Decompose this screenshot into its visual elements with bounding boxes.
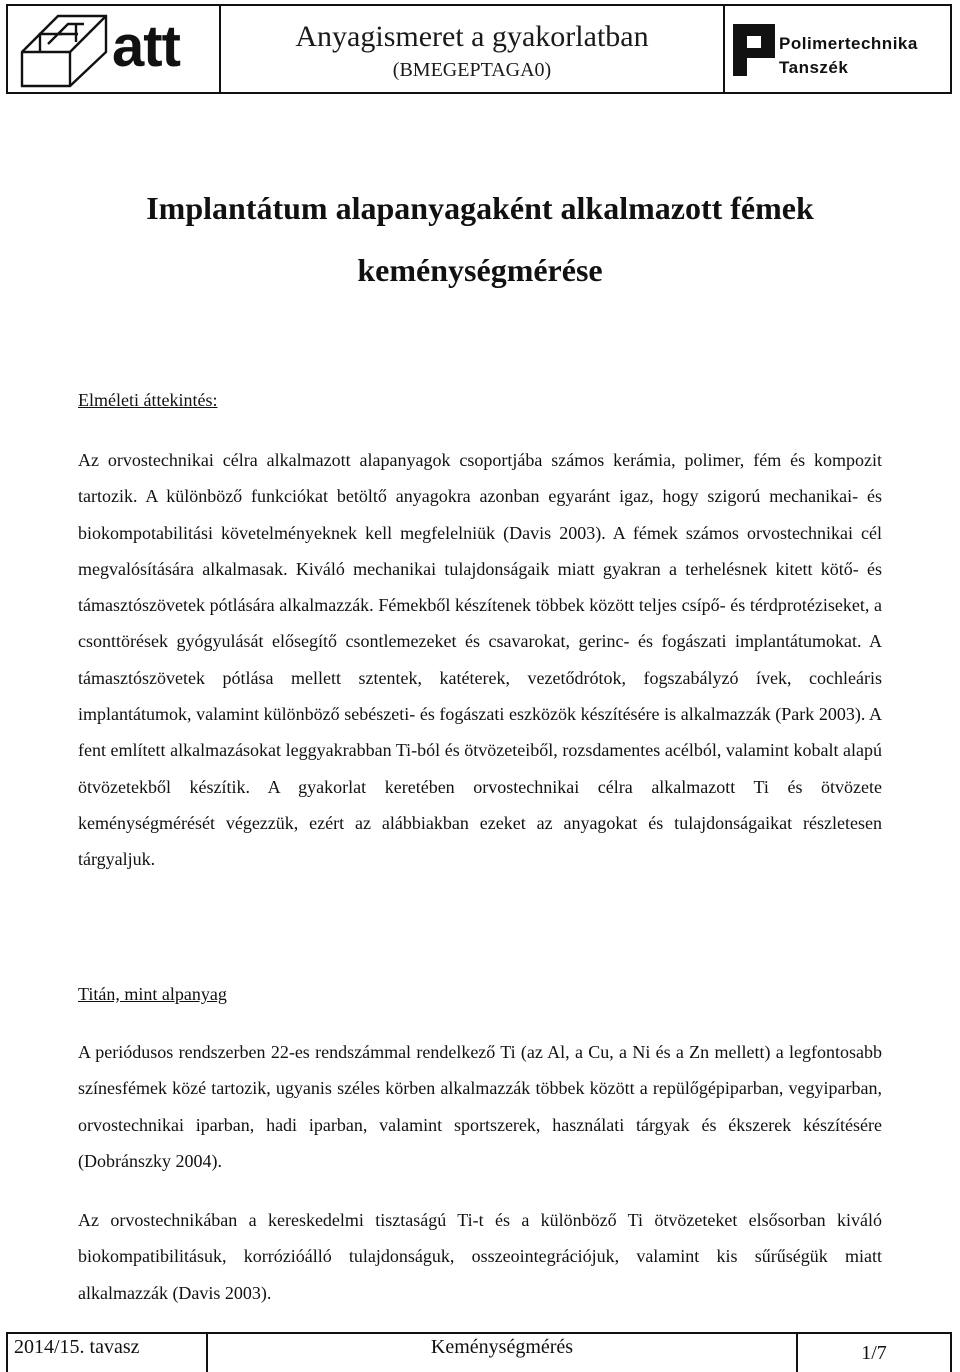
page-footer [6, 1332, 952, 1372]
paragraph-titanium-2: Az orvostechnikában a kereskedelmi tisztaságú Ti-t és a különböző Ti ötvözeteket elsősorban kiváló biokompatibilitásuk, korrózióálló tulajdonságuk, osszeointegrációjuk, valamint kis sűrűségük miatt alkalmazzák (Davis 2003). [78, 1210, 882, 1303]
footer-topic: Keménységmérés [208, 1334, 798, 1372]
document-title-line2: keménységmérése [357, 252, 603, 288]
document-title-line1: Implantátum alapanyagaként alkalmazott fémek [146, 190, 814, 226]
section-heading-titanium: Titán, mint alpanyag [78, 984, 227, 1004]
footer-semester: 2014/15. tavasz [8, 1334, 208, 1372]
page-header [6, 4, 952, 94]
department-logo-box [725, 6, 950, 92]
section-heading-theory: Elméleti áttekintés: [78, 390, 218, 410]
department-name-line2: Tanszék [779, 58, 849, 77]
footer-page-number: 1/7 [861, 1342, 887, 1364]
paragraph-theory: Az orvostechnikai célra alkalmazott alapanyagok csoportjába számos kerámia, polimer, fém és kompozit tartozik. A különböző funkciókat betöltő anyagokra azonban egyaránt igaz, hogy szigorú mechanikai- és biokompotabilitási követelményeknek kell megfelelniük (Davis 2003). A fémek számos orvostechnikai cél megvalósítására alkalmasak. Kiváló mechanikai tulajdonságaik miatt gyakran a terhelésnek kitett kötő- és támasztószövetek pótlására alkalmazzák. Fémekből készítenek többek között teljes csípő- és térdprotéziseket, a csonttörések gyógyulását elősegítő csontlemezeket és csavarokat, gerinc- és fogászati implantátumokat. A támasztószövetek pótlása mellett sztentek, katéterek, vezetődrótok, fogszabályzó ívek, cochleáris implantátumok, valamint különböző sebészeti- és fogászati eszközök készítésére is alkalmazzák (Park 2003). A fent említett alkalmazásokat leggyakrabban Ti-ból és ötvözeteiből, rozsdamentes acélból, valamint kobalt alapú ötvözetekből készítik. A gyakorlat keretében orvostechnikai célra alkalmazott Ti és ötvözete keménységmérését végezzük, ezért az alábbiakban ezeket az anyagokat és tulajdonságaikat részletesen tárgyaljuk. [78, 450, 882, 870]
course-code: (BMEGEPTAGA0) [392, 59, 552, 81]
department-name-line1: Polimertechnika [779, 34, 918, 53]
polimertechnika-logo-icon [731, 18, 777, 82]
att-logo-box [8, 6, 221, 92]
paragraph-titanium-1: A periódusos rendszerben 22-es rendszámmal rendelkező Ti (az Al, a Cu, a Ni és a Zn mellett) a legfontosabb színesfémek közé tartozik, ugyanis széles körben alkalmazzák többek között a repülőgépiparban, vegyiparban, orvostechnikai iparban, hadi iparban, valamint sportszerek, használati tárgyak és ékszerek készítésére (Dobránszky 2004). [78, 1042, 882, 1171]
att-logo-text: att [112, 14, 180, 79]
course-title: Anyagismeret a gyakorlatban [295, 20, 649, 53]
course-info [221, 6, 725, 92]
att-cube-logo-icon [18, 12, 110, 88]
